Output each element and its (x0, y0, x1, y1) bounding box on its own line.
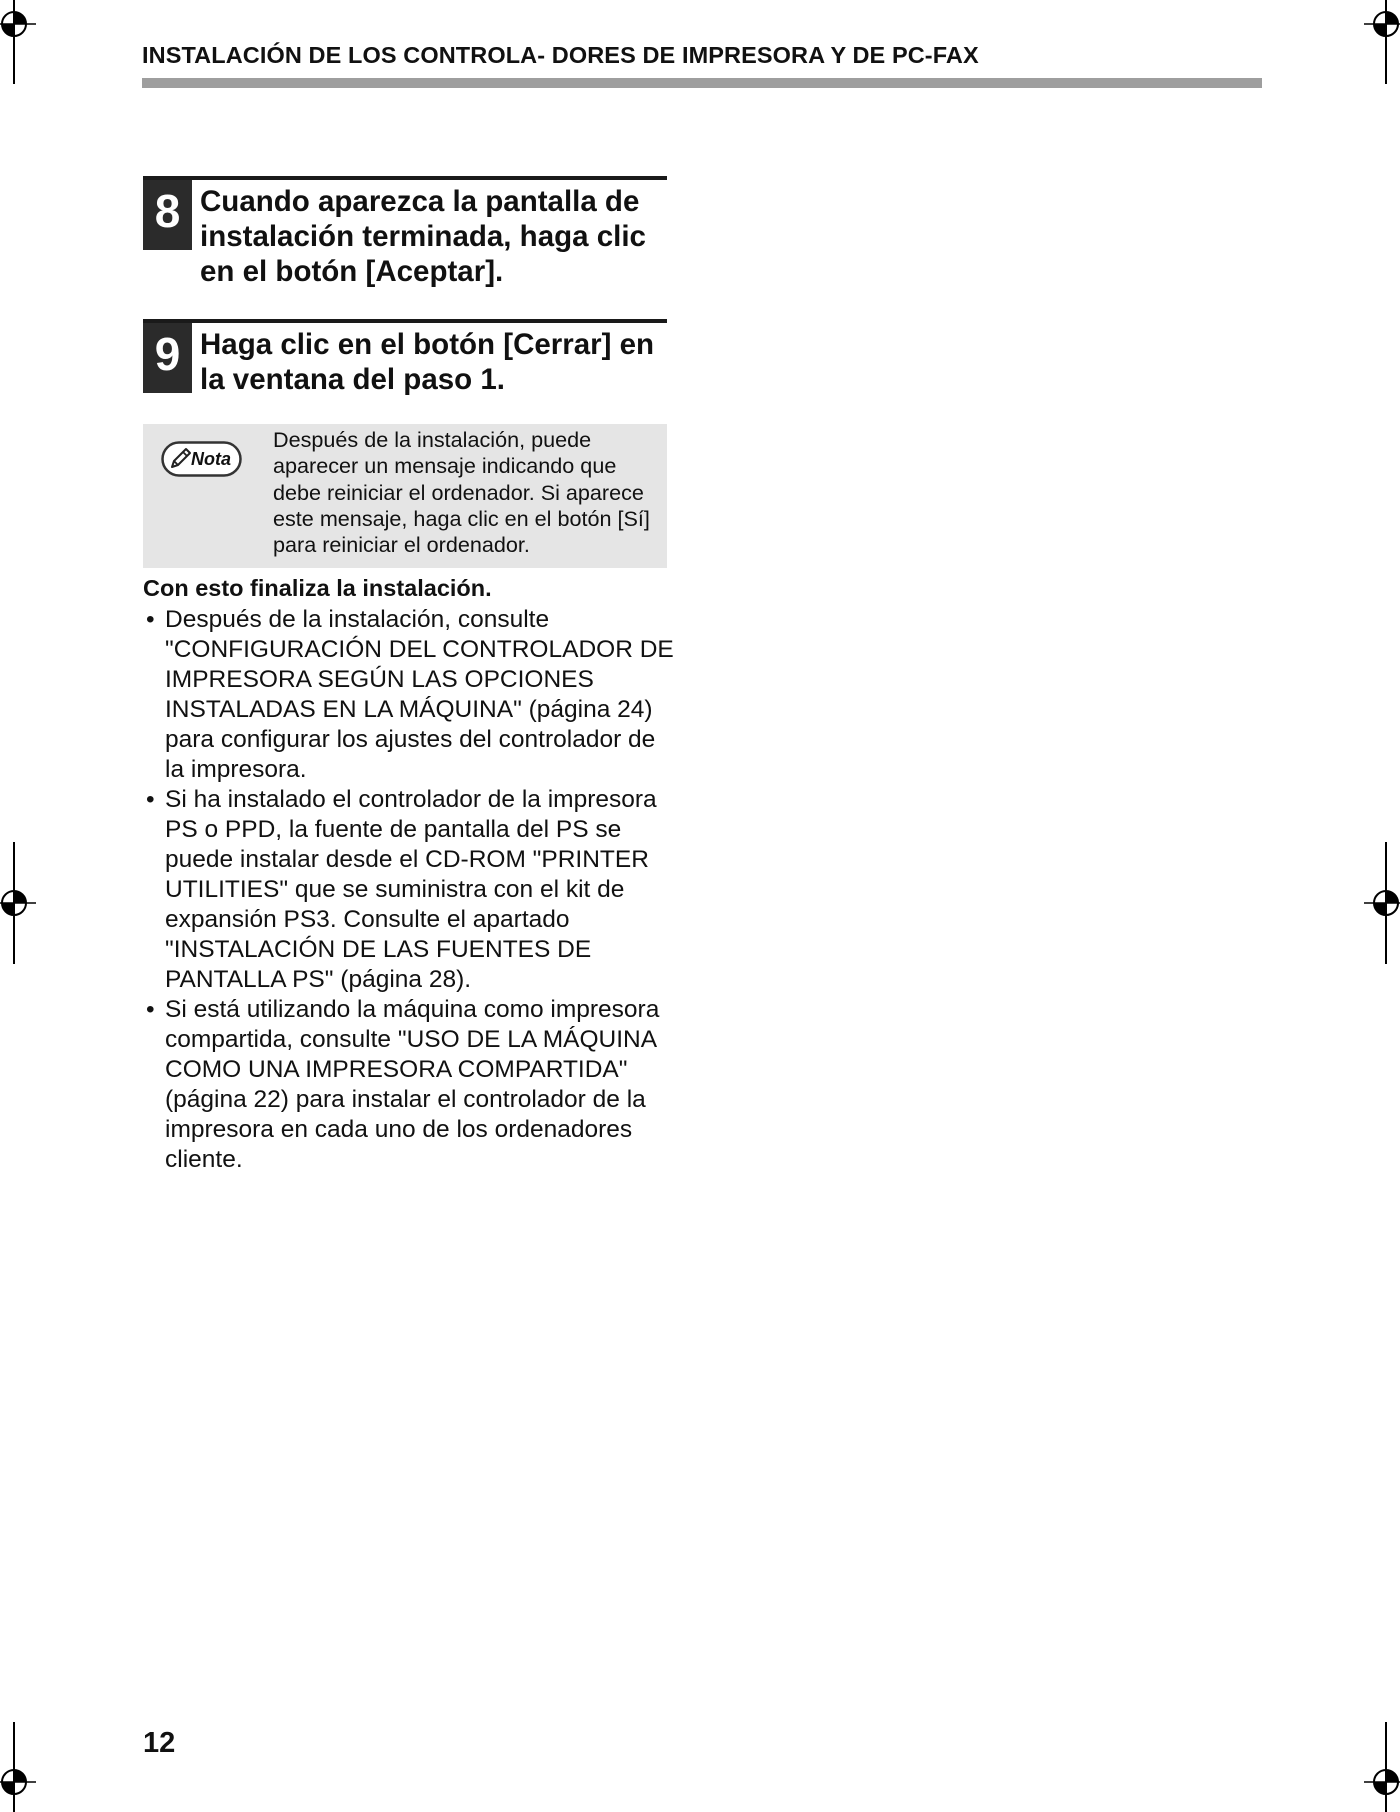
bullet-icon: • (146, 606, 155, 633)
registration-mark-icon (0, 1760, 36, 1804)
step-instruction: Haga clic en el botón [Cerrar] en la ventana del paso 1. (200, 328, 655, 396)
list-item-text: Si ha instalado el controlador de la impresora PS o PPD, la fuente de pantalla del PS se puede instalar desde el CD-ROM "PRINTER UTILITIES" que se suministra con el kit de expansión PS3. Consulte el apartado "INSTALACIÓN DE LAS FUENTES DE PANTALLA PS" (página 28). (165, 786, 657, 993)
note-text: Después de la instalación, puede aparecer un mensaje indicando que debe reiniciar el ordenador. Si aparece este mensaje, haga clic en el botón [Sí] para reiniciar el ordenador. (273, 427, 650, 558)
registration-mark-icon (1364, 1760, 1400, 1804)
bullet-icon: • (146, 786, 155, 813)
note-box (143, 424, 667, 568)
step-rule (143, 319, 667, 323)
step-number-badge: 8 (143, 180, 192, 250)
page-number: 12 (143, 1727, 176, 1759)
note-badge (161, 441, 242, 477)
step-number-badge: 9 (143, 323, 192, 393)
step-rule (143, 176, 667, 180)
trim-line (13, 842, 15, 964)
trim-line (1385, 0, 1387, 84)
bullet-list (146, 605, 676, 1175)
trim-line (13, 0, 15, 84)
list-item (146, 785, 676, 995)
registration-mark-icon (0, 881, 36, 925)
trim-line (1385, 1722, 1387, 1812)
note-badge-label: Nota (191, 449, 231, 469)
list-item-text: Si está utilizando la máquina como impresora compartida, consulte "USO DE LA MÁQUINA COMO UNA IMPRESORA COMPARTIDA" (página 22) para instalar el controlador de la impresora en cada uno de los ordenadores cliente. (165, 996, 660, 1173)
list-item-text: Después de la instalación, consulte "CONFIGURACIÓN DEL CONTROLADOR DE IMPRESORA SEGÚN LAS OPCIONES INSTALADAS EN LA MÁQUINA" (página 24) para configurar los ajustes del controlador de la impresora. (165, 606, 674, 783)
list-item (146, 995, 676, 1175)
registration-mark-icon (0, 2, 36, 46)
step-instruction: Cuando aparezca la pantalla de instalación terminada, haga clic en el botón [Aceptar]. (200, 185, 646, 288)
list-item (146, 605, 676, 785)
registration-mark-icon (1364, 881, 1400, 925)
bullet-icon: • (146, 996, 155, 1023)
conclusion-heading: Con esto finaliza la instalación. (143, 575, 492, 601)
trim-line (1385, 842, 1387, 964)
header-rule (142, 78, 1262, 88)
page-header-title: INSTALACIÓN DE LOS CONTROLA- DORES DE IMPRESORA Y DE PC-FAX (142, 42, 979, 68)
registration-mark-icon (1364, 2, 1400, 46)
trim-line (13, 1722, 15, 1812)
